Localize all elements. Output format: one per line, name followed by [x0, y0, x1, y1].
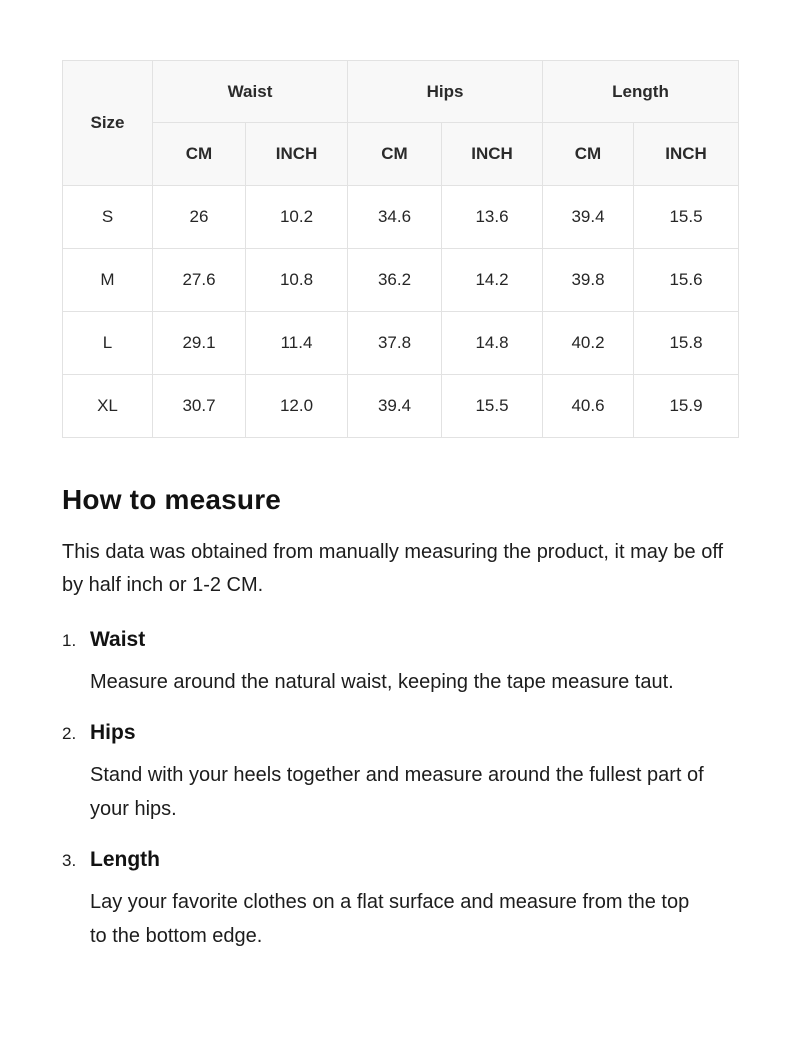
value-cell: 39.4 — [348, 375, 442, 438]
unit-header-length-cm: CM — [543, 123, 634, 186]
list-item — [62, 721, 738, 826]
size-label: L — [63, 312, 153, 375]
value-cell: 10.2 — [246, 186, 348, 249]
table-group-header-row — [63, 61, 739, 123]
value-cell: 15.5 — [634, 186, 739, 249]
value-cell: 13.6 — [442, 186, 543, 249]
step-description: Stand with your heels together and measure around the fullest part of your hips. — [90, 764, 704, 820]
value-cell: 12.0 — [246, 375, 348, 438]
unit-header-waist-cm: CM — [153, 123, 246, 186]
value-cell: 26 — [153, 186, 246, 249]
measure-steps-list — [62, 628, 738, 953]
value-cell: 36.2 — [348, 249, 442, 312]
unit-header-length-inch: INCH — [634, 123, 739, 186]
value-cell: 27.6 — [153, 249, 246, 312]
size-label: M — [63, 249, 153, 312]
unit-header-hips-inch: INCH — [442, 123, 543, 186]
value-cell: 15.8 — [634, 312, 739, 375]
value-cell: 37.8 — [348, 312, 442, 375]
step-number: 1. — [62, 631, 77, 650]
list-item — [62, 848, 738, 953]
value-cell: 30.7 — [153, 375, 246, 438]
value-cell: 15.9 — [634, 375, 739, 438]
value-cell: 40.6 — [543, 375, 634, 438]
size-label: XL — [63, 375, 153, 438]
value-cell: 39.8 — [543, 249, 634, 312]
measure-intro-text: This data was obtained from manually measuring the product, it may be off by half inch or 1-2 CM. — [62, 541, 724, 596]
step-title-waist: Waist — [90, 628, 146, 651]
table-row — [63, 375, 739, 438]
step-number: 2. — [62, 724, 77, 743]
value-cell: 39.4 — [543, 186, 634, 249]
value-cell: 29.1 — [153, 312, 246, 375]
size-column-header: Size — [63, 61, 153, 186]
group-header-hips: Hips — [348, 61, 543, 123]
value-cell: 14.2 — [442, 249, 543, 312]
group-header-waist: Waist — [153, 61, 348, 123]
value-cell: 15.6 — [634, 249, 739, 312]
table-row — [63, 249, 739, 312]
value-cell: 11.4 — [246, 312, 348, 375]
value-cell: 40.2 — [543, 312, 634, 375]
value-cell: 10.8 — [246, 249, 348, 312]
step-number: 3. — [62, 851, 77, 870]
step-title-hips: Hips — [90, 721, 136, 744]
unit-header-hips-cm: CM — [348, 123, 442, 186]
step-title-length: Length — [90, 848, 160, 871]
how-to-measure-heading: How to measure — [62, 484, 282, 515]
value-cell: 15.5 — [442, 375, 543, 438]
size-label: S — [63, 186, 153, 249]
table-row — [63, 186, 739, 249]
table-unit-header-row — [63, 123, 739, 186]
value-cell: 14.8 — [442, 312, 543, 375]
table-row — [63, 312, 739, 375]
unit-header-waist-inch: INCH — [246, 123, 348, 186]
step-description: Measure around the natural waist, keeping the tape measure taut. — [90, 671, 674, 693]
step-description: Lay your favorite clothes on a flat surface and measure from the top to the bottom edge. — [90, 891, 690, 947]
list-item — [62, 628, 738, 699]
value-cell: 34.6 — [348, 186, 442, 249]
size-chart-table — [62, 60, 739, 438]
group-header-length: Length — [543, 61, 739, 123]
